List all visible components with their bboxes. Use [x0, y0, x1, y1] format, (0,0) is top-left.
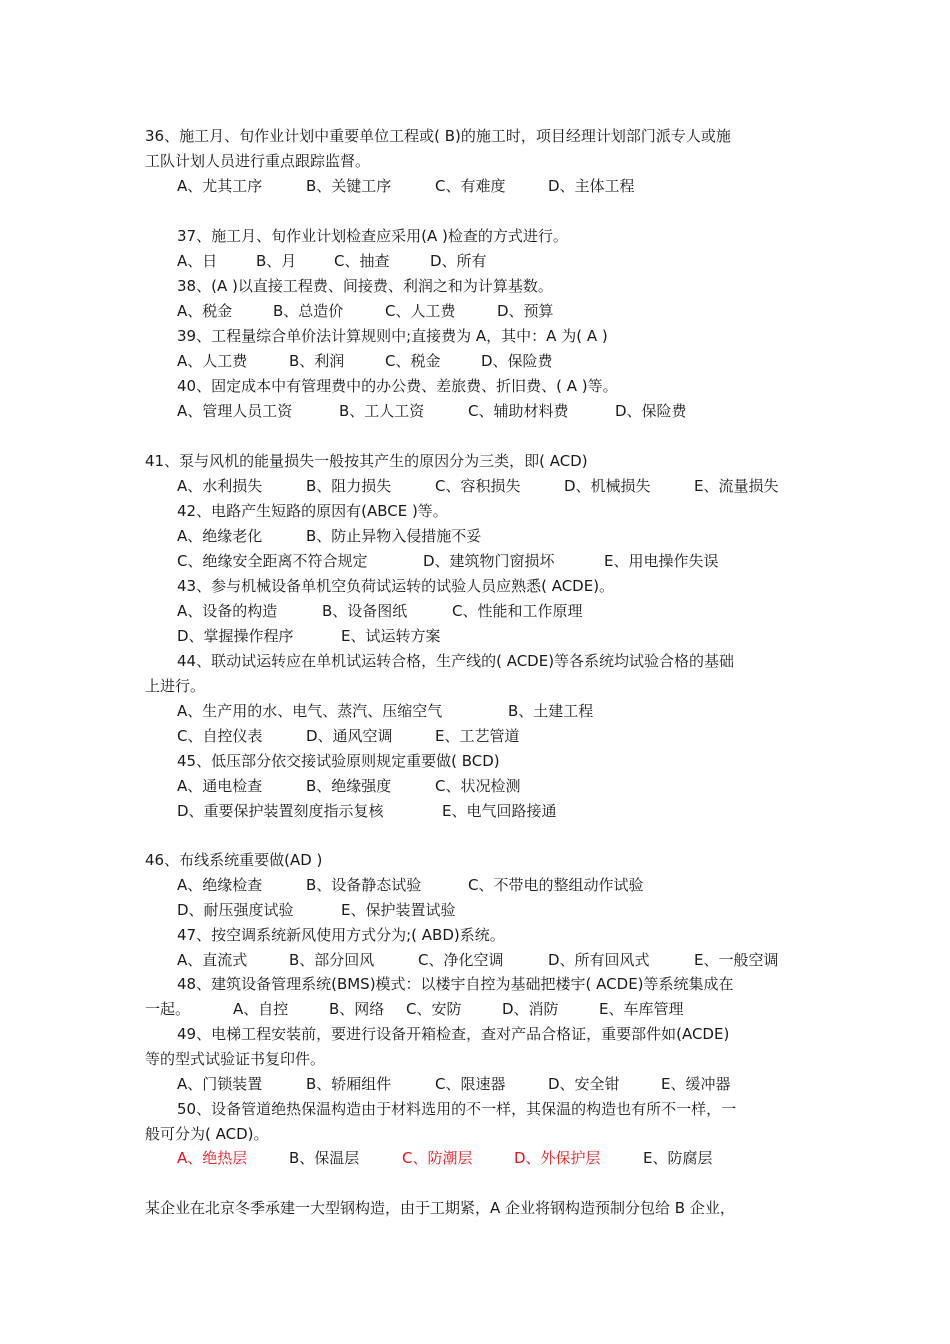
- option: A、税金: [177, 302, 233, 320]
- question-43-stem: 43、参与机械设备单机空负荷试运转的试验人员应熟悉( ACDE)。: [177, 577, 615, 595]
- option: A、生产用的水、电气、蒸汽、压缩空气: [177, 702, 443, 720]
- option: B、绝缘强度: [306, 777, 392, 795]
- question-46-options-row2: [0, 898, 950, 922]
- question-37-stem: 37、施工月、旬作业计划检查应采用(A )检查的方式进行。: [177, 227, 568, 245]
- option: D、预算: [497, 302, 554, 320]
- question-44-options-row1: [0, 699, 950, 723]
- question-47-stem: 47、按空调系统新风使用方式分为;( ABD)系统。: [177, 926, 505, 944]
- option: E、电气回路接通: [442, 802, 557, 820]
- option: C、辅助材料费: [468, 402, 569, 420]
- option: D、掌握操作程序: [177, 627, 294, 645]
- question-48-stem-cont: 一起。 A、自控 B、网络 C、安防 D、消防 E、车库管理: [0, 997, 950, 1021]
- option: C、抽查: [334, 252, 390, 270]
- option: A、绝缘检查: [177, 876, 263, 894]
- option: B、利润: [289, 352, 345, 370]
- option: A、水利损失: [177, 477, 263, 495]
- question-41-options: [0, 474, 950, 498]
- option: E、试运转方案: [341, 627, 441, 645]
- option: A、设备的构造: [177, 602, 278, 620]
- option-correct: C、防潮层: [402, 1149, 473, 1167]
- option: D、耐压强度试验: [177, 901, 294, 919]
- option: C、限速器: [435, 1075, 506, 1093]
- option: A、人工费: [177, 352, 248, 370]
- option: D、保险费: [615, 402, 687, 420]
- question-48-stem: 48、建筑设备管理系统(BMS)模式：以楼宇自控为基础把楼宇( ACDE)等系统集成在: [177, 975, 734, 993]
- option: C、安防: [406, 1000, 462, 1018]
- option: C、容积损失: [435, 477, 521, 495]
- case-intro-paragraph: 某企业在北京冬季承建一大型钢构造，由于工期紧，A 企业将钢构造预制分包给 B 企业，: [145, 1199, 735, 1217]
- option: D、保险费: [481, 352, 553, 370]
- option: C、性能和工作原理: [452, 602, 583, 620]
- question-45-stem: 45、低压部分依交接试验原则规定重要做( BCD): [177, 752, 500, 770]
- option: E、缓冲器: [661, 1075, 731, 1093]
- question-42-options-row1: [0, 524, 950, 548]
- option: B、轿厢组件: [306, 1075, 392, 1093]
- option: B、网络: [329, 1000, 385, 1018]
- question-49-stem: 49、电梯工程安装前，要进行设备开箱检查，查对产品合格证，重要部件如(ACDE): [177, 1025, 730, 1043]
- option: C、税金: [385, 352, 441, 370]
- option: E、防腐层: [643, 1149, 713, 1167]
- option: B、设备图纸: [322, 602, 408, 620]
- option: A、通电检查: [177, 777, 263, 795]
- option: C、自控仪表: [177, 727, 263, 745]
- question-36-stem: 36、施工月、旬作业计划中重要单位工程或( B)的施工时，项目经理计划部门派专人或施: [145, 127, 731, 145]
- option: D、建筑物门窗损坏: [423, 552, 555, 570]
- question-44-options-row2: [0, 724, 950, 748]
- question-40-options: [0, 399, 950, 423]
- question-42-options-row2: [0, 549, 950, 573]
- question-45-options-row1: [0, 774, 950, 798]
- option: D、重要保护装置刻度指示复核: [177, 802, 384, 820]
- option: D、所有: [430, 252, 487, 270]
- option: B、总造价: [273, 302, 344, 320]
- question-39-stem: 39、工程量综合单价法计算规则中;直接费为 A，其中：A 为( A ): [177, 327, 608, 345]
- option: B、设备静态试验: [306, 876, 422, 894]
- question-36-options: [0, 174, 950, 198]
- option: E、保护装置试验: [341, 901, 456, 919]
- question-45-options-row2: [0, 799, 950, 823]
- option: D、通风空调: [306, 727, 393, 745]
- question-49-options: [0, 1072, 950, 1096]
- question-46-options-row1: [0, 873, 950, 897]
- option: D、消防: [502, 1000, 559, 1018]
- question-42-stem: 42、电路产生短路的原因有(ABCE )等。: [177, 502, 448, 520]
- option: B、防止异物入侵措施不妥: [306, 527, 482, 545]
- question-50-options: [0, 1146, 950, 1170]
- option: D、所有回风式: [548, 951, 650, 969]
- question-49-stem-cont: 等的型式试验证书复印件。: [145, 1050, 326, 1068]
- question-46-stem: 46、布线系统重要做(AD ): [145, 851, 323, 869]
- question-44-stem: 44、联动试运转应在单机试运转合格，生产线的( ACDE)等各系统均试验合格的基础: [177, 652, 735, 670]
- question-36-stem-cont: 工队计划人员进行重点跟踪监督。: [145, 152, 371, 170]
- option: E、用电操作失误: [604, 552, 719, 570]
- option: C、有难度: [435, 177, 506, 195]
- option-correct: A、绝热层: [177, 1149, 248, 1167]
- option: D、主体工程: [548, 177, 635, 195]
- option: A、管理人员工资: [177, 402, 293, 420]
- question-41-stem: 41、泵与风机的能量损失一般按其产生的原因分为三类，即( ACD): [145, 452, 588, 470]
- option: B、阻力损失: [306, 477, 392, 495]
- question-37-options: [0, 249, 950, 273]
- option: D、安全钳: [548, 1075, 620, 1093]
- option: C、净化空调: [418, 951, 504, 969]
- question-38-stem: 38、(A )以直接工程费、间接费、利润之和为计算基数。: [177, 277, 553, 295]
- option: E、流量损失: [694, 477, 779, 495]
- question-43-options-row2: [0, 624, 950, 648]
- option: E、一般空调: [694, 951, 779, 969]
- question-39-options: [0, 349, 950, 373]
- option: A、日: [177, 252, 218, 270]
- option: C、人工费: [385, 302, 456, 320]
- option: C、不带电的整组动作试验: [468, 876, 644, 894]
- option: B、保温层: [289, 1149, 360, 1167]
- option: E、工艺管道: [435, 727, 520, 745]
- option: C、绝缘安全距离不符合规定: [177, 552, 368, 570]
- option: B、部分回风: [289, 951, 375, 969]
- question-38-options: [0, 299, 950, 323]
- question-40-stem: 40、固定成本中有管理费中的办公费、差旅费、折旧费、( A )等。: [177, 377, 618, 395]
- option: A、自控: [233, 1000, 289, 1018]
- question-50-stem-cont: 般可分为( ACD)。: [145, 1125, 269, 1143]
- option: A、直流式: [177, 951, 248, 969]
- question-44-stem-cont: 上进行。: [145, 677, 206, 695]
- option: E、车库管理: [599, 1000, 684, 1018]
- option: B、土建工程: [508, 702, 594, 720]
- question-47-options: [0, 948, 950, 972]
- option: A、门锁装置: [177, 1075, 263, 1093]
- question-50-stem: 50、设备管道绝热保温构造由于材料选用的不一样，其保温的构造也有所不一样，一: [177, 1100, 737, 1118]
- option: B、工人工资: [339, 402, 425, 420]
- option: D、机械损失: [564, 477, 651, 495]
- option: B、月: [256, 252, 297, 270]
- question-43-options-row1: [0, 599, 950, 623]
- option: B、关键工序: [306, 177, 392, 195]
- option: A、绝缘老化: [177, 527, 263, 545]
- option: C、状况检测: [435, 777, 521, 795]
- option: A、尤其工序: [177, 177, 263, 195]
- option-correct: D、外保护层: [514, 1149, 601, 1167]
